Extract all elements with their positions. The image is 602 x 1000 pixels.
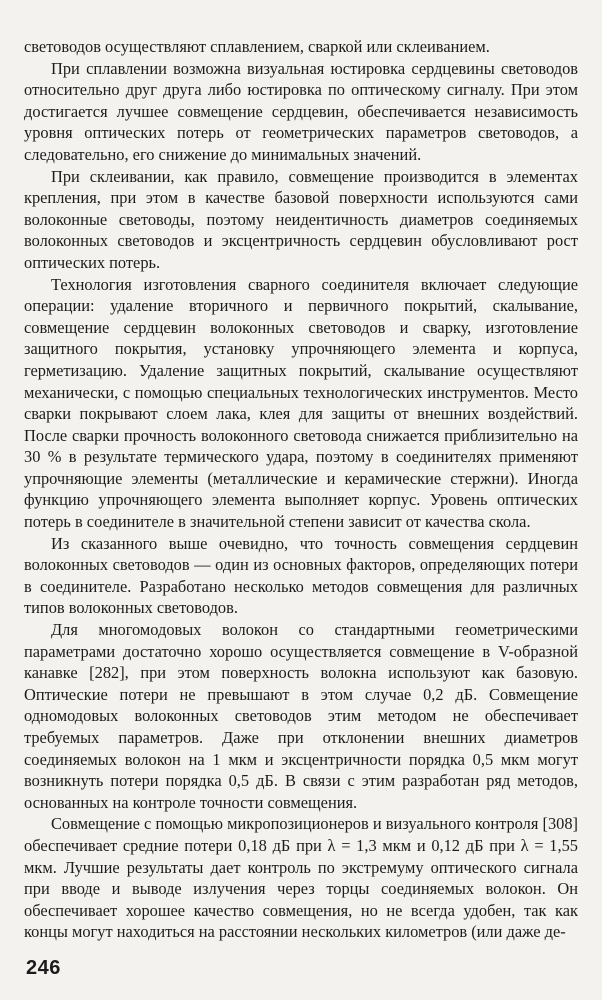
paragraph-5: Из сказанного выше очевидно, что точность совмещения сердцевин волоконных световодов — один из основных факторов, определяющих потери в соединителе. Разработано несколько методов совмещения для различных типов волоконных световодов. xyxy=(24,533,578,618)
paragraph-1: световодов осуществляют сплавлением, сваркой или склеиванием. xyxy=(24,37,490,56)
paragraph-7: Совмещение с помощью микропозиционеров и визуального контроля [308] обеспечивает средние потери 0,18 дБ при λ = 1,3 мкм и 0,12 дБ при λ = 1,55 мкм. Лучшие результаты дает контроль по экстремуму оптического сигнала при вводе и выводе излучения через торцы соединяемых волокон. Он обеспечивает хорошее качество совмещения, но не всегда удобен, так как концы могут находиться на расстоянии нескольких километров (или даже де- xyxy=(24,814,578,942)
page-number: 246 xyxy=(26,957,61,979)
paragraph-3: При склеивании, как правило, совмещение производится в элементах крепления, при этом в качестве базовой поверхности используются сами волоконные световоды, поэтому неидентичность диаметров соединяемых волоконных световодов и эксцентричность сердцевин обусловливают рост оптических потерь. xyxy=(24,166,578,272)
paragraph-2: При сплавлении возможна визуальная юстировка сердцевины световодов относительно друг друга либо юстировка по оптическому сигналу. При этом достигается лучшее совмещение сердцевин, обеспечивается независимость уровня оптических потерь от геометрических параметров световодов, а следовательно, его снижение до минимальных значений. xyxy=(24,58,578,164)
paragraph-4: Технология изготовления сварного соединителя включает следующие операции: удаление вторичного и первичного покрытий, скалывание, совмещение сердцевин волоконных световодов и сварку, изготовление защитного покрытия, установку упрочняющего элемента и корпуса, герметизацию. Удаление защитных покрытий, скалывание осуществляют механически, с помощью специальных технологических инструментов. Место сварки покрывают слоем лака, клея для защиты от внешних воздействий. После сварки прочность волоконного световода снижается приблизительно на 30 % в результате термического удара, поэтому в соединителях применяют упрочняющие элементы (металлические и керамические стержни). Иногда функцию упрочняющего элемента выполняет корпус. Уровень оптических потерь в соединителе в значительной степени зависит от качества скола. xyxy=(24,274,578,532)
paragraph-6: Для многомодовых волокон со стандартными геометрическими параметрами достаточно хорошо осуществляется совмещение в V-образной канавке [282], при этом поверхность волокна используют как базовую. Оптические потери не превышают в этом случае 0,2 дБ. Совмещение одномодовых волоконных световодов этим методом не обеспечивает требуемых параметров. Даже при отклонении внешних диаметров соединяемых волокон на 1 мкм и эксцентричности порядка 0,5 мкм могут возникнуть потери порядка 0,5 дБ. В связи с этим разработан ряд методов, основанных на контроле точности совмещения. xyxy=(24,620,578,812)
